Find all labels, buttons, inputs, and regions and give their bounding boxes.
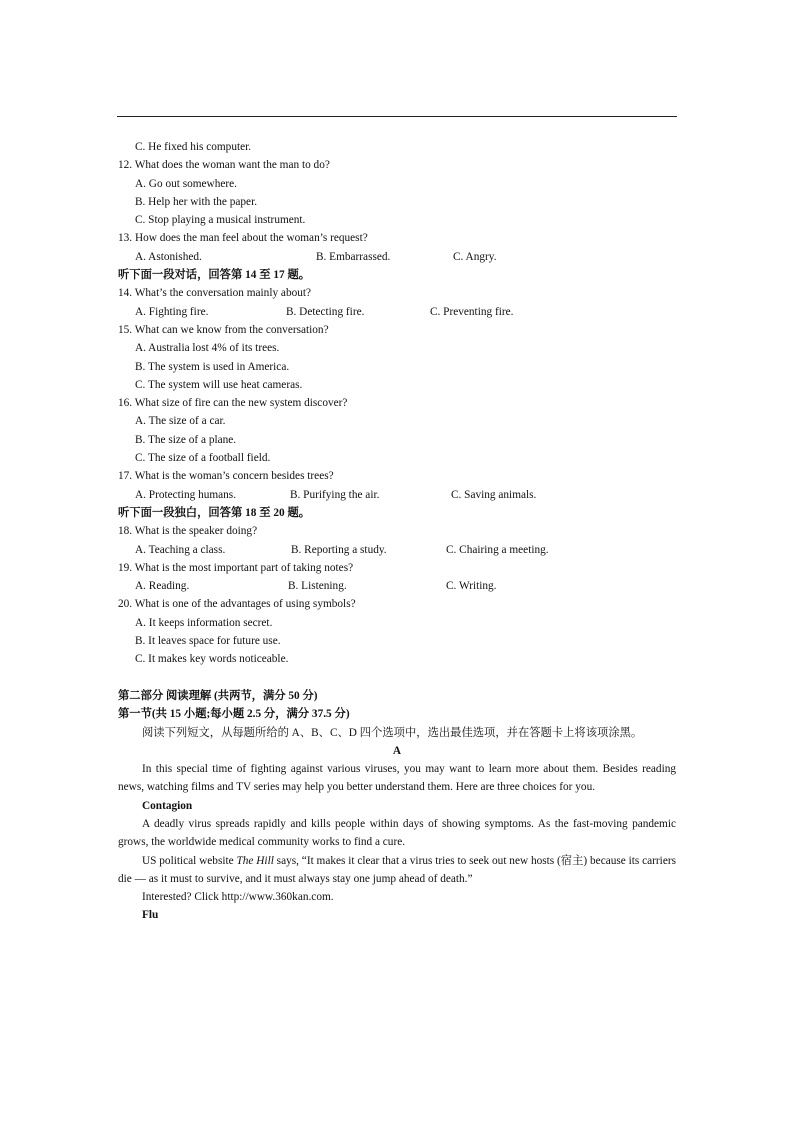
contagion-link-text: Interested? Click http://www.360kan.com.	[142, 891, 334, 904]
q12-option-a: A. Go out somewhere.	[135, 177, 237, 190]
spacer	[118, 669, 676, 687]
contagion-p2-text-pre: US political website	[142, 854, 237, 867]
q16-option-a: A. The size of a car.	[135, 415, 226, 428]
q18-option-b: B. Reporting a study.	[291, 543, 387, 556]
q12-option-b: B. Help her with the paper.	[135, 195, 258, 208]
q14-stem: 14. What’s the conversation mainly about?	[118, 287, 312, 300]
section1-heading: 第一节(共 15 小题;每小题 2.5 分，满分 37.5 分)	[118, 708, 350, 721]
q15-stem: 15. What can we know from the conversation?	[118, 323, 329, 336]
q19-option-a: A. Reading.	[135, 580, 190, 593]
contagion-title: Contagion	[142, 799, 193, 812]
q13-options	[118, 248, 676, 266]
q17-option-a: A. Protecting humans.	[135, 488, 237, 501]
q19-option-b: B. Listening.	[288, 580, 347, 593]
passage-intro: In this special time of fighting against various viruses, you may want to learn more about them. Besides reading news, watching films and TV series may help you better understand them. Here are three choices for you.	[118, 763, 676, 794]
q13-option-a: A. Astonished.	[135, 250, 202, 263]
passage-label: A	[392, 744, 402, 757]
q14-option-c: C. Preventing fire.	[430, 305, 514, 318]
q18-stem: 18. What is the speaker doing?	[118, 525, 258, 538]
instruction-14-17: 听下面一段对话，回答第 14 至 17 题。	[118, 269, 311, 282]
q17-option-b: B. Purifying the air.	[290, 488, 380, 501]
q16-option-b: B. The size of a plane.	[135, 433, 237, 446]
instruction-18-20: 听下面一段独白，回答第 18 至 20 题。	[118, 506, 311, 519]
q20-option-a: A. It keeps information secret.	[135, 616, 273, 629]
q13-option-c: C. Angry.	[453, 250, 497, 263]
publication-name: The Hill	[236, 854, 274, 867]
part2-heading: 第二部分 阅读理解 (共两节，满分 50 分)	[118, 689, 318, 702]
q20-option-c: C. It makes key words noticeable.	[135, 653, 289, 666]
q13-stem: 13. How does the man feel about the woman’s request?	[118, 232, 368, 245]
q20-option-b: B. It leaves space for future use.	[135, 635, 281, 648]
q12-option-c: C. Stop playing a musical instrument.	[135, 214, 306, 227]
q17-option-c: C. Saving animals.	[451, 488, 537, 501]
reading-directions: 阅读下列短文，从每题所给的 A、B、C、D 四个选项中，选出最佳选项，并在答题卡上将该项涂黑。	[142, 726, 643, 739]
contagion-paragraph-2	[118, 852, 676, 889]
q15-option-c: C. The system will use heat cameras.	[135, 378, 303, 391]
q14-option-b: B. Detecting fire.	[286, 305, 365, 318]
q18-option-c: C. Chairing a meeting.	[446, 543, 549, 556]
flu-title: Flu	[142, 909, 159, 922]
q11-option-c: C. He fixed his computer.	[135, 141, 252, 153]
q17-stem: 17. What is the woman’s concern besides trees?	[118, 470, 334, 483]
q15-option-b: B. The system is used in America.	[135, 360, 290, 373]
contagion-paragraph-1: A deadly virus spreads rapidly and kills people within days of showing symptoms. As the fast-moving pandemic grows, the worldwide medical community works to find a cure.	[118, 817, 676, 849]
q19-stem: 19. What is the most important part of taking notes?	[118, 561, 354, 574]
q13-option-b: B. Embarrassed.	[316, 250, 391, 263]
contagion-p2-text-post: says, “It makes it clear that a virus tries to seek out new hosts (宿主) because its carriers die — as it must to survive, and it must always stay one jump ahead of death.”	[118, 854, 676, 885]
q12-stem: 12. What does the woman want the man to do?	[118, 159, 330, 172]
q15-option-a: A. Australia lost 4% of its trees.	[135, 342, 280, 355]
q19-options	[118, 577, 676, 595]
q19-option-c: C. Writing.	[446, 580, 497, 593]
q17-options	[118, 486, 676, 504]
exam-content	[118, 138, 676, 925]
q14-option-a: A. Fighting fire.	[135, 305, 209, 318]
q14-options	[118, 303, 676, 321]
header-rule	[117, 116, 677, 117]
q18-option-a: A. Teaching a class.	[135, 543, 226, 556]
q18-options	[118, 541, 676, 559]
q16-stem: 16. What size of fire can the new system discover?	[118, 397, 348, 410]
q16-option-c: C. The size of a football field.	[135, 452, 271, 465]
q20-stem: 20. What is one of the advantages of using symbols?	[118, 598, 356, 611]
